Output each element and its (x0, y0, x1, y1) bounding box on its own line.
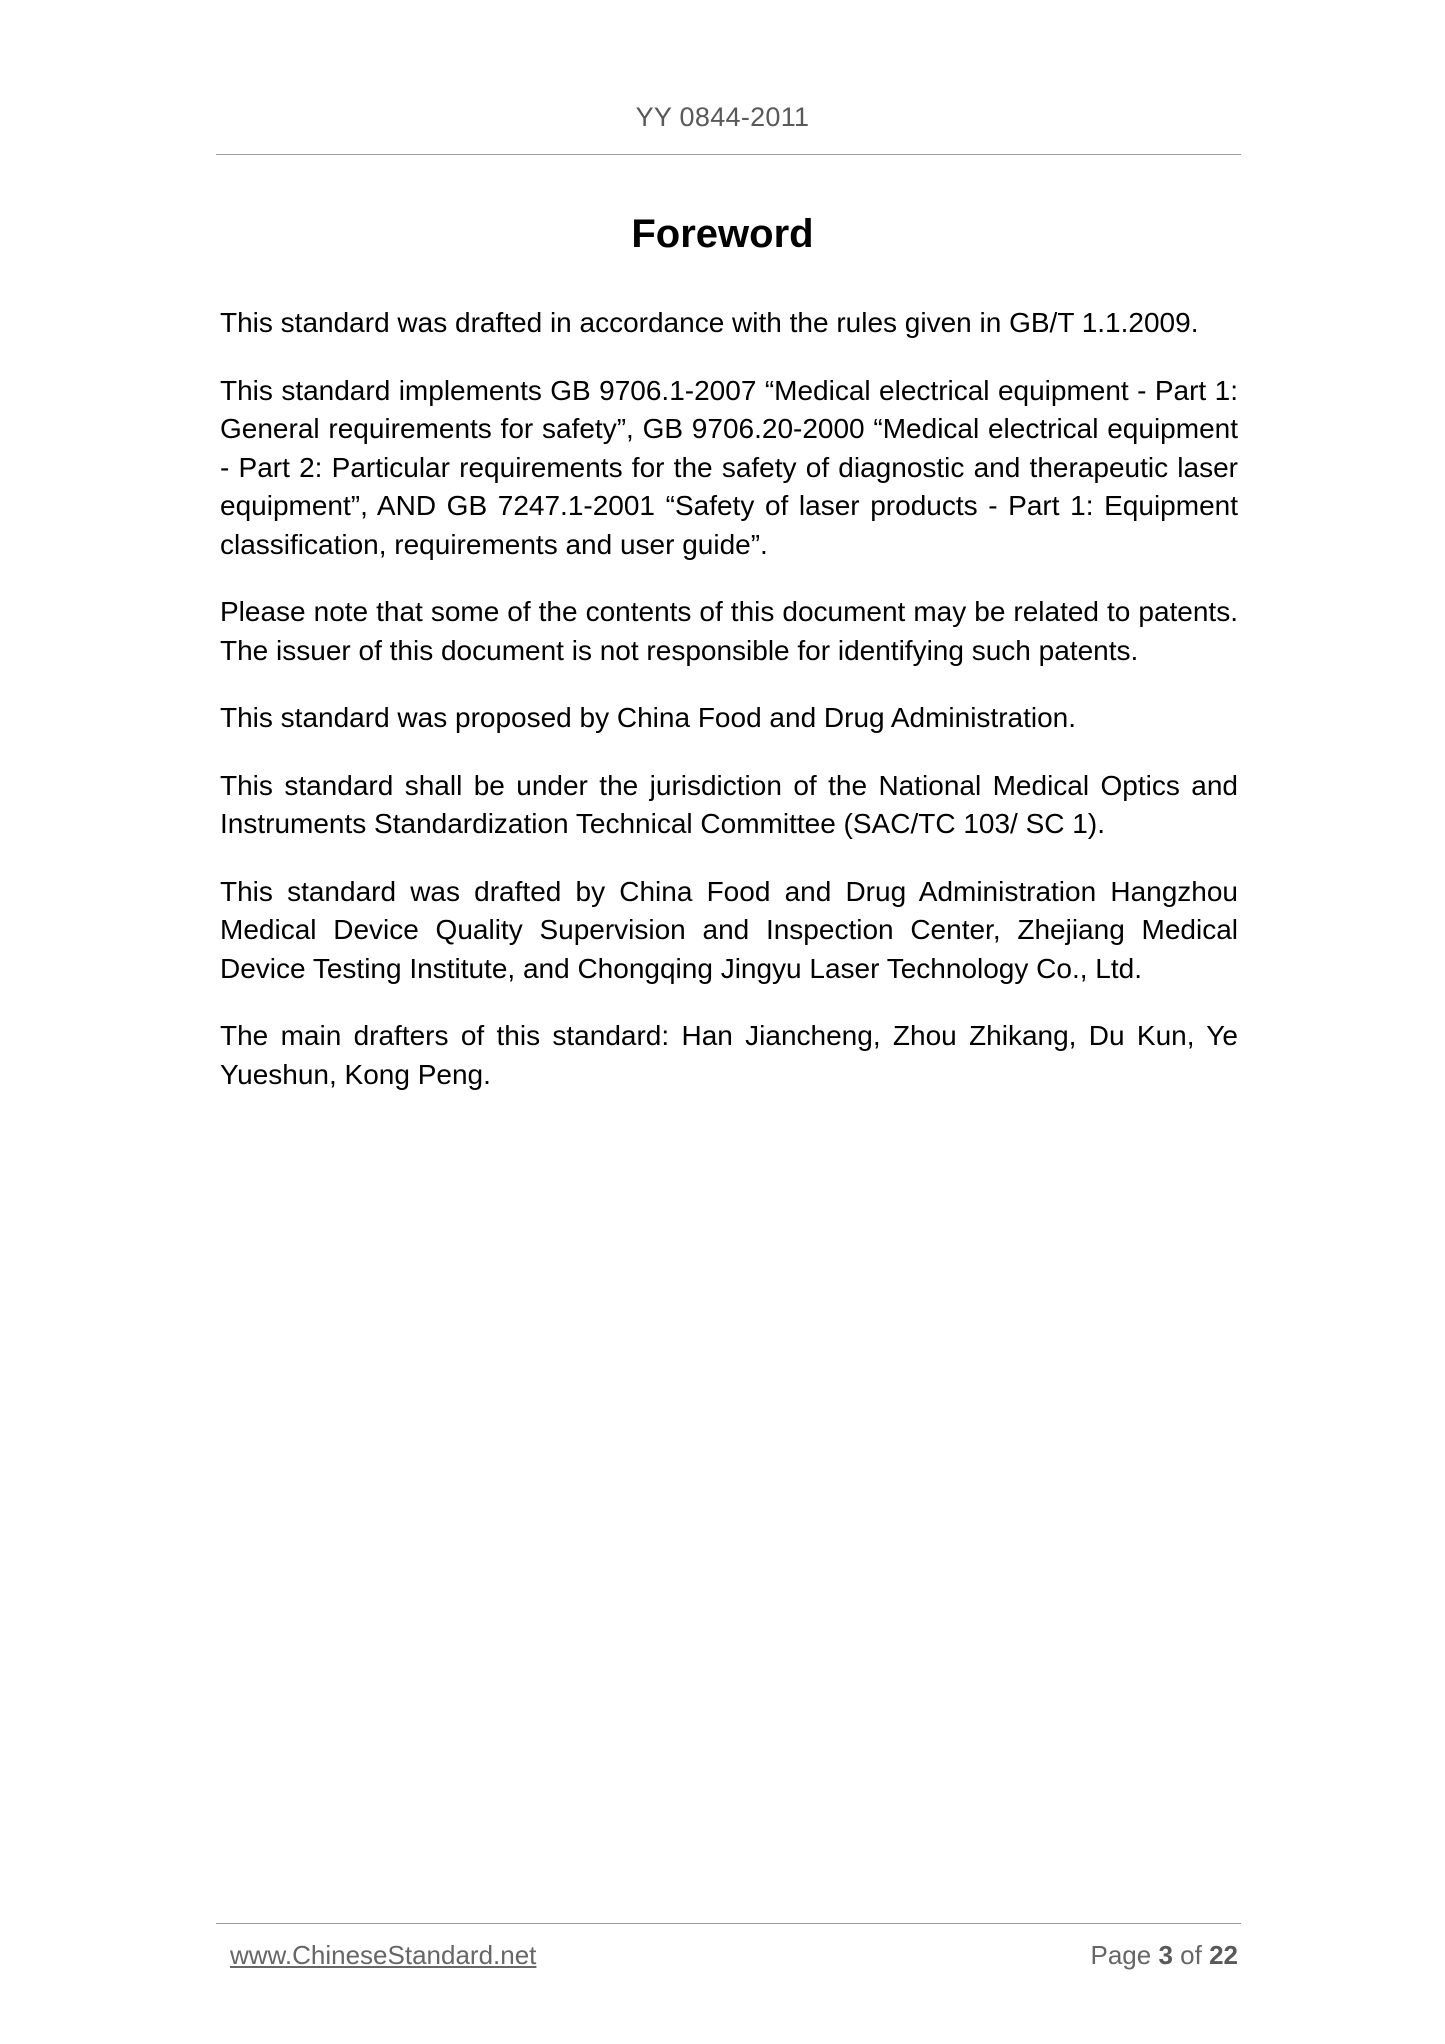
footer-divider (216, 1923, 1241, 1924)
website-link[interactable]: www.ChineseStandard.net (230, 1940, 537, 1970)
paragraph-jurisdiction: This standard shall be under the jurisdiction of the National Medical Optics and Instruments Standardization Technical Committee (SAC/TC 103/ SC 1). (220, 769, 1238, 839)
document-header-code: YY 0844-2011 (635, 102, 810, 132)
page-total-number: 22 (1209, 1940, 1238, 1970)
paragraph-drafting-rules: This standard was drafted in accordance with the rules given in GB/T 1.1.2009. (220, 307, 1199, 338)
paragraph-proposer: This standard was proposed by China Food and Drug Administration. (220, 702, 1077, 733)
paragraph-drafting-organizations: This standard was drafted by China Food and Drug Administration Hangzhou Medical Device Quality Supervision and Inspection Center, Zhejiang Medical Device Testing Institute, and Chongqing Jingyu Laser Technology Co., Ltd. (220, 875, 1238, 984)
header-divider (216, 154, 1241, 155)
page-current-number: 3 (1158, 1940, 1173, 1970)
paragraph-main-drafters: The main drafters of this standard: Han Jiancheng, Zhou Zhikang, Du Kun, Ye Yueshun, Kong Peng. (220, 1020, 1238, 1090)
paragraph-implemented-standards: This standard implements GB 9706.1-2007 “Medical electrical equipment - Part 1: General requirements for safety”, GB 9706.20-2000 “Medical electrical equipment - Part 2: Particular requirements for the safety of diagnostic and therapeutic laser equipment”, AND GB 7247.1-2001 “Safety of laser products - Part 1: Equipment classification, requirements and user guide”. (220, 374, 1238, 560)
page-prefix: Page (1090, 1940, 1152, 1970)
document-body (220, 304, 1238, 1123)
paragraph-patent-notice: Please note that some of the contents of this document may be related to patents. The issuer of this document is not responsible for identifying such patents. (220, 596, 1238, 666)
page-title: Foreword (631, 212, 814, 256)
page-indicator (1090, 1940, 1238, 1971)
page-of-label: of (1180, 1940, 1202, 1970)
